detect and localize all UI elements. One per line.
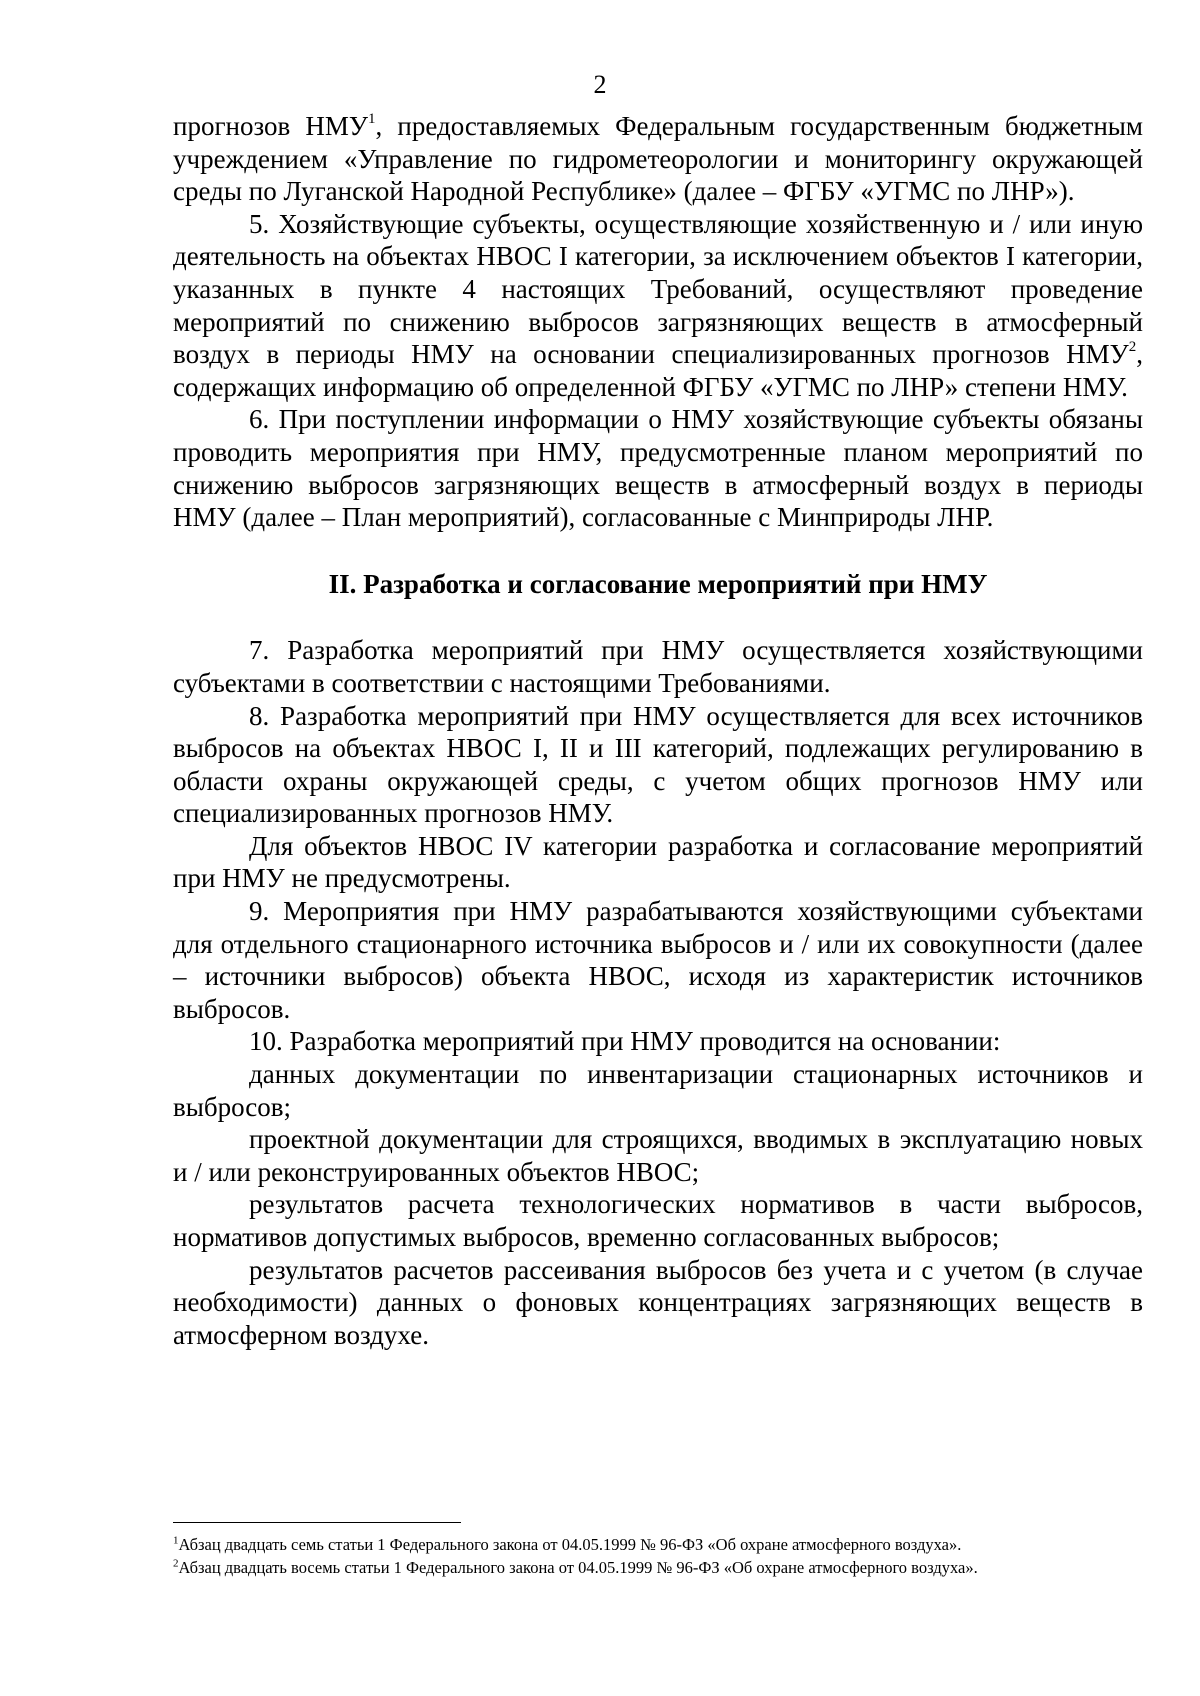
paragraph-8-category-iv: Для объектов НВОС IV категории разработка и согласование мероприятий при НМУ не предусмотрены. [173,830,1143,894]
footnotes [173,1533,1143,1579]
footnote-ref-2: 2 [1128,339,1137,356]
paragraph-7: 7. Разработка мероприятий при НМУ осуществляется хозяйствующими субъектами в соответствии с настоящими Требованиями. [173,635,1143,698]
footnote-mark: 2 [173,1557,179,1570]
footnote-ref-1: 1 [368,111,376,127]
paragraph-text: прогнозов НМУ [173,111,368,141]
paragraph-10-item-1: данных документации по инвентаризации стационарных источников и выбросов; [173,1059,1143,1122]
footnote-mark: 1 [173,1534,179,1547]
paragraph-10: 10. Разработка мероприятий при НМУ проводится на основании: [249,1026,1001,1057]
paragraph-5 [173,208,1143,404]
paragraph-10-item-4: результатов расчетов рассеивания выбросов без учета и с учетом (в случае необходимости) данных о фоновых концентрациях загрязняющих веществ в атмосферном воздухе. [173,1254,1143,1350]
footnote-separator [173,1522,461,1523]
document-body [173,110,1143,1351]
section-heading: II. Разработка и согласование мероприятий при НМУ [328,568,988,599]
paragraph-continuation [173,110,1143,208]
paragraph-10-item-2: проектной документации для строящихся, вводимых в эксплуатацию новых и / или реконструированных объектов НВОС; [173,1124,1143,1187]
footnote-1 [173,1533,1143,1556]
footnote-text: Абзац двадцать семь статьи 1 Федерального закона от 04.05.1999 № 96-ФЗ «Об охране атмосферного воздуха». [178,1535,962,1554]
paragraph-8: 8. Разработка мероприятий при НМУ осуществляется для всех источников выбросов на объектах НВОС I, II и III категорий, подлежащих регулированию в области охраны окружающей среды, с учетом общих прогнозов НМУ или специализированных прогнозов НМУ. [173,700,1143,829]
paragraph-6: 6. При поступлении информации о НМУ хозяйствующие субъекты обязаны проводить мероприятия при НМУ, предусмотренные планом мероприятий по снижению выбросов загрязняющих веществ в атмосферный воздух в периоды НМУ (далее – План мероприятий), согласованные с Минприроды ЛНР. [173,404,1143,533]
paragraph-9: 9. Мероприятия при НМУ разрабатываются хозяйствующими субъектами для отдельного стационарного источника выбросов и / или их совокупности (далее – источники выбросов) объекта НВОС, исходя из характеристик источников выбросов. [173,896,1143,1024]
paragraph-text: 5. Хозяйствующие субъекты, осуществляющие хозяйственную и / или иную деятельность на объектах НВОС I категории, за исключением объектов I категории, указанных в пункте 4 настоящих Требований, осуществляют проведение мероприятий по снижению выбросов загрязняющих веществ в атмосферный воздух в периоды НМУ на основании специализированных прогнозов НМУ [173,208,1143,370]
paragraph-10-item-3: результатов расчета технологических нормативов в части выбросов, нормативов допустимых выбросов, временно согласованных выбросов; [173,1189,1143,1252]
footnote-2 [173,1556,1143,1579]
paragraph-text: , содержащих информацию об определенной ФГБУ «УГМС по ЛНР» степени НМУ. [173,339,1143,402]
footnote-text: Абзац двадцать восемь статьи 1 Федерального закона от 04.05.1999 № 96-ФЗ «Об охране атмосферного воздуха». [178,1558,978,1577]
paragraph-text: , предоставляемых Федеральным государственным бюджетным учреждением «Управление по гидрометеорологии и мониторингу окружающей среды по Луганской Народной Республике» (далее – ФГБУ «УГМС по ЛНР»). [173,111,1143,207]
page-number: 2 [593,70,607,99]
